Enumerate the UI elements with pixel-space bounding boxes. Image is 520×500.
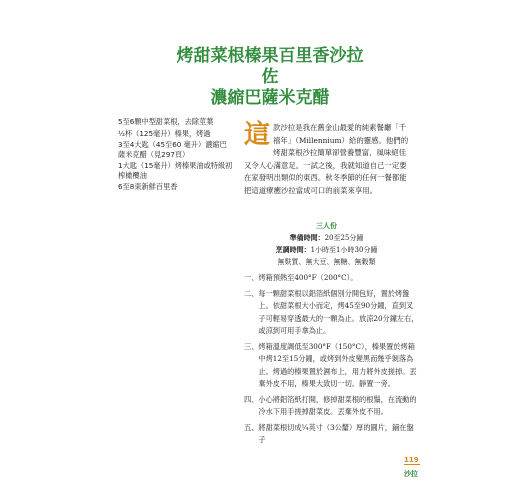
title-line-2: 佐 bbox=[261, 67, 279, 87]
section-name: 沙拉 bbox=[404, 470, 418, 478]
step-number: 二、 bbox=[244, 288, 259, 298]
step-item bbox=[244, 394, 419, 419]
step-item bbox=[244, 341, 419, 391]
cook-time-label: 烹調時間： bbox=[275, 246, 311, 254]
step-number: 一、 bbox=[244, 273, 259, 282]
recipe-meta bbox=[244, 220, 409, 268]
intro-text: 款沙拉是我在舊金山最愛的純素餐廳「千禧年」（Millennium）給的靈感。他們的烤甜菜根沙拉簡單卻營養豐富，風味絕佳又令人心滿意足。一試之後，我就知道自己一定要在家發明出類似的東西。秋冬季節的任何一餐都能把這道療癒沙拉當成可口的前菜來享用。 bbox=[244, 123, 409, 195]
step-text: 烤箱溫度調低至300°F（150°C），榛果置於烤箱中烤12至15分鐘，或烤到外皮變黑而幾乎剝落為止。烤過的榛果置於濕布上，用力將外皮搓掉。丟棄外皮不用，榛果大致切一切。靜置一旁。 bbox=[258, 341, 417, 388]
cook-time bbox=[244, 244, 409, 256]
step-text: 每一顆甜菜根以鋁箔紙個別分開包好，置於烤盤上。依甜菜根大小而定，烤45至90分鐘，直到叉子可輕易穿透最大的一顆為止。放涼20分鐘左右，或涼到可用手拿為止。 bbox=[258, 288, 419, 335]
step-item bbox=[244, 288, 419, 338]
prep-time-value: 20至25分鐘 bbox=[324, 234, 364, 242]
drop-cap: 這 bbox=[244, 120, 271, 150]
step-number: 三、 bbox=[244, 341, 259, 351]
ingredient-item: 5至6顆中型甜菜根，去除莖葉 bbox=[118, 117, 214, 126]
footer-divider bbox=[404, 464, 420, 465]
servings-label: 三人份 bbox=[316, 222, 337, 230]
ingredient-item: 3至4大匙（45至60 毫升）濃縮巴薩米克醋（見297頁） bbox=[118, 140, 227, 159]
step-text: 烤箱預熱至400°F（200°C）。 bbox=[258, 273, 358, 282]
title-line-3: 濃縮巴薩米克醋 bbox=[210, 88, 330, 108]
step-number: 五、 bbox=[244, 422, 259, 432]
recipe-title bbox=[150, 46, 390, 109]
step-item bbox=[244, 422, 419, 447]
instruction-steps bbox=[244, 272, 419, 450]
step-number: 四、 bbox=[244, 394, 259, 404]
cook-time-value: 1小時至1小時30分鐘 bbox=[310, 246, 378, 254]
step-text: 小心將鋁箔紙打開，修掉甜菜根的根鬚，在流動的冷水下用手搓掉甜菜皮。丟棄外皮不用。 bbox=[258, 394, 417, 416]
prep-time bbox=[244, 232, 409, 244]
prep-time-label: 準備時間： bbox=[289, 234, 325, 242]
page-number: 119 bbox=[404, 456, 419, 464]
title-line-1: 烤甜菜根榛果百里香沙拉 bbox=[176, 46, 364, 66]
ingredient-list bbox=[118, 117, 233, 194]
step-text: 將甜菜根切成¼英寸（3公釐）厚的圓片，鋪在盤子 bbox=[258, 422, 414, 444]
intro-paragraph bbox=[244, 122, 409, 198]
diet-tags: 無麩質、無大豆、無糖、無穀類 bbox=[277, 258, 376, 266]
ingredient-item: ½杯（125毫升）榛果，烤過 bbox=[118, 128, 211, 138]
step-item bbox=[244, 272, 419, 285]
ingredient-item: 6至8束新鮮百里香 bbox=[118, 182, 178, 191]
ingredient-item: 1大匙（15毫升）烤榛果油或特級初榨橄欖油 bbox=[118, 161, 233, 180]
